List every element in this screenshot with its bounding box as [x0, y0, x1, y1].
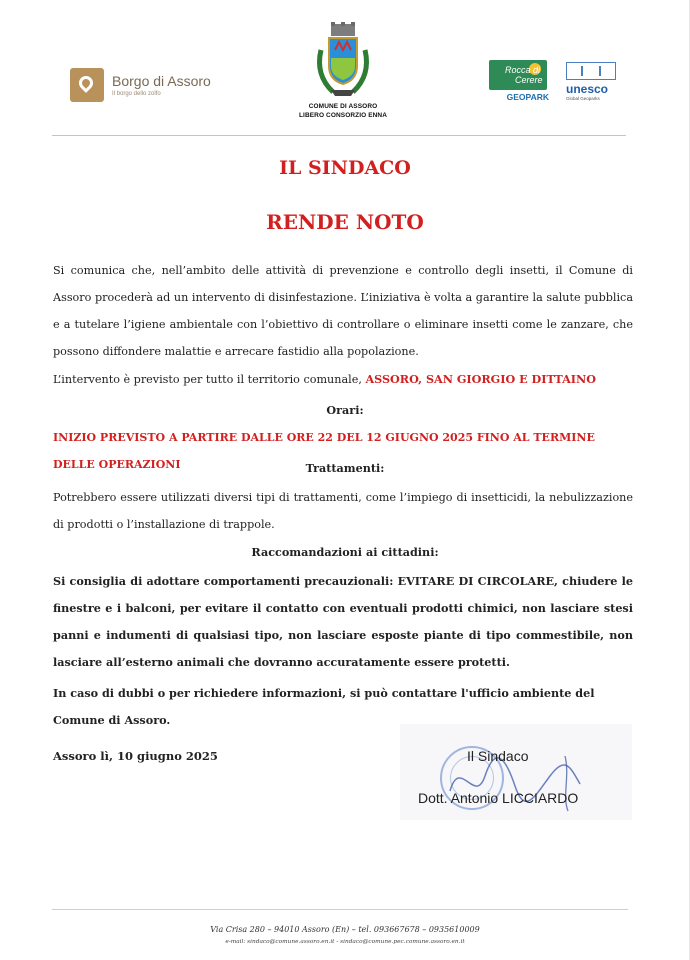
crest-caption-line2: LIBERO CONSORZIO ENNA [298, 112, 388, 119]
unesco-logo-subtitle: Global Geoparks [566, 96, 600, 101]
intro-paragraph: Si comunica che, nell’ambito delle attività di prevenzione e controllo degli insetti, il Comune di Assoro procederà ad un intervento di disinfestazione. L’iniziativa è volta a garantire la salute pubblica e a tutelare l’igiene ambientale con l’obiettivo di controllare o eliminare insetti come le zanzare, che possono diffondere malattie e arrecare fastidio alla popolazione. [53, 264, 633, 358]
borgo-pin-icon [70, 68, 104, 102]
title-rende-noto: RENDE NOTO [266, 210, 424, 234]
municipal-crest [293, 20, 393, 120]
signature-name: Dott. Antonio LICCIARDO [418, 790, 579, 806]
signature-title: Il Sindaco [467, 748, 529, 764]
title-il-sindaco: IL SINDACO [279, 157, 411, 179]
unesco-logo-word: unesco [566, 82, 609, 96]
unesco-temple-icon [566, 62, 616, 80]
contact-text: In caso di dubbi o per richiedere informazioni, si può contattare l'ufficio ambiente del Comune di Assoro. [53, 686, 595, 727]
rocca-logo-geopark: GEOPARK [506, 92, 549, 102]
rocca-logo-emblem [489, 60, 547, 90]
trattamenti-text: Potrebbero essere utilizzati diversi tipi di trattamenti, come l’impiego di insetticidi, la nebulizzazione di prodotti o l’installazione di trappole. [53, 491, 633, 531]
borgo-di-assoro-logo [70, 68, 211, 102]
area-places: ASSORO, SAN GIORGIO E DITTAINO [365, 372, 596, 386]
orari-heading: Orari: [326, 403, 364, 417]
crest-icon [311, 20, 375, 102]
rocca-logo-line2: Cerere [515, 75, 543, 85]
footer-address: Via Crisa 280 – 94010 Assoro (En) – tel. 093667678 – 0935610009 [210, 925, 480, 934]
header-divider [52, 135, 626, 136]
footer-divider [52, 909, 628, 910]
orari-text: INIZIO PREVISTO A PARTIRE DALLE ORE 22 DEL 12 GIUGNO 2025 FINO AL TERMINE DELLE OPERAZIONI [53, 431, 595, 471]
borgo-logo-subtitle: Il borgo dello zolfo [112, 90, 161, 97]
crest-caption-line1: COMUNE DI ASSORO [308, 103, 378, 110]
area-prefix: L’intervento è previsto per tutto il territorio comunale, [53, 373, 362, 386]
area-paragraph [53, 366, 633, 393]
borgo-logo-name: Borgo di Assoro [112, 72, 211, 89]
raccomandazioni-text: Si consiglia di adottare comportamenti precauzionali: EVITARE DI CIRCOLARE, chiudere le finestre e i balconi, per evitare il contatto con eventuali prodotti chimici, non lasciare stesi panni e indumenti di qualsiasi tipo, non lasciare esposte piante di tipo commestibile, non lasciare all’esterno animali che dovranno accuratamente essere protetti. [53, 574, 633, 669]
signature-block [400, 724, 632, 820]
footer-emails: e-mail: sindaco@comune.assoro.en.it - sindaco@comune.pec.comune.assoro.en.it [225, 939, 465, 945]
unesco-logo [566, 62, 626, 101]
rocca-logo-line1: Rocca di [505, 65, 541, 75]
raccomandazioni-heading: Raccomandazioni ai cittadini: [251, 545, 439, 559]
place-date: Assoro lì, 10 giugno 2025 [53, 749, 218, 763]
trattamenti-heading: Trattamenti: [305, 461, 385, 475]
rocca-di-cerere-geopark-logo [489, 60, 549, 102]
